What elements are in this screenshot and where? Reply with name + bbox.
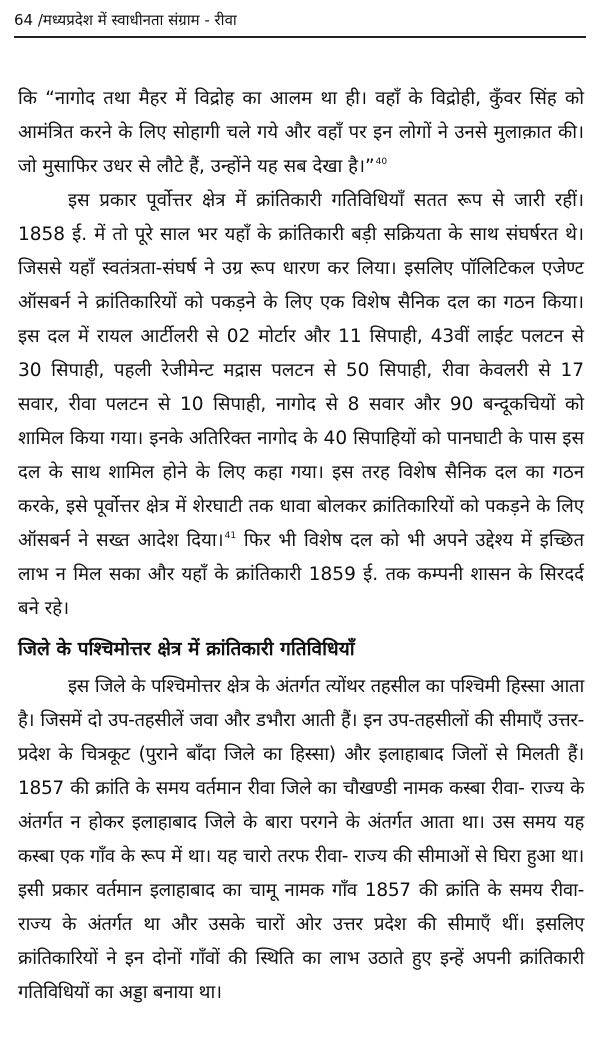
- footnote-ref-41: 41: [224, 531, 237, 541]
- page-number: 64: [14, 11, 34, 29]
- running-title: /मध्यप्रदेश में स्वाधीनता संग्राम - रीवा: [37, 11, 237, 29]
- northeast-activities-paragraph: [18, 184, 584, 626]
- northwest-activities-paragraph: इस जिले के पश्चिमोत्तर क्षेत्र के अंतर्गत त्योंथर तहसील का पश्चिमी हिस्सा आता है। जिसमें दो उप-तहसीलें जवा और डभौरा आती हैं। इन उप-तहसीलों की सीमाएँ उत्तर-प्रदेश के चित्रकूट (पुराने बाँदा जिले का हिस्सा) और इलाहाबाद जिलों से मिलती हैं। 1857 की क्रांति के समय वर्तमान रीवा जिले का चौखण्डी नामक कस्बा रीवा- राज्य के अंतर्गत न होकर इलाहाबाद जिले के बारा परगने के अंतर्गत आता था। उस समय यह कस्बा एक गाँव के रूप में था। यह चारो तरफ रीवा- राज्य की सीमाओं से घिरा हुआ था। इसी प्रकार वर्तमान इलाहाबाद का चामू नामक गाँव 1857 की क्रांति के समय रीवा- राज्य के अंतर्गत था और उसके चारों ओर उत्तर प्रदेश की सीमाएँ थीं। इसलिए क्रांतिकारियों ने इन दोनों गाँवों की स्थिति का लाभ उठाते हुए इन्हें अपनी क्रांतिकारी गतिविधियों का अड्डा बनाया था।: [18, 676, 584, 1003]
- running-header: [14, 10, 584, 30]
- section-heading: जिले के पश्चिमोत्तर क्षेत्र में क्रांतिकारी गतिविधियाँ: [18, 638, 355, 660]
- northeast-paragraph-continuation: फिर भी विशेष दल को भी अपने उद्देश्य में इच्छित लाभ न मिल सका और यहाँ के क्रांतिकारी 1859 ई. तक कम्पनी शासन के सिरदर्द बने रहे।: [18, 530, 585, 619]
- northeast-paragraph-text: इस प्रकार पूर्वोत्तर क्षेत्र में क्रांतिकारी गतिविधियाँ सतत रूप से जारी रहीं। 1858 ई. में तो पूरे साल भर यहाँ के क्रांतिकारी बड़ी सक्रियता के साथ संघर्षरत थे। जिससे यहाँ स्वतंत्रता-संघर्ष ने उग्र रूप धारण कर लिया। इसलिए पॉलिटिकल एजेण्ट ऑसबर्न ने क्रांतिकारियों को पकड़ने के लिए एक विशेष सैनिक दल का गठन किया। इस दल में रायल आर्टीलरी से 02 मोर्टार और 11 सिपाही, 43वीं लाईट पलटन से 30 सिपाही, पहली रेजीमेन्ट मद्रास पलटन से 50 सिपाही, रीवा केवलरी से 17 सवार, रीवा पलटन से 10 सिपाही, नागोद से 8 सवार और 90 बन्दूकचियों को शामिल किया गया। इनके अतिरिक्त नागोद के 40 सिपाहियों को पानघाटी के पास इस दल के साथ शामिल होने के लिए कहा गया। इस तरह विशेष सैनिक दल का गठन करके, इसे पूर्वोत्तर क्षेत्र में शेरघाटी तक धावा बोलकर क्रांतिकारियों को पकड़ने के लिए ऑसबर्न ने सख्त आदेश दिया।: [18, 190, 584, 551]
- header-rule: [14, 36, 586, 38]
- footnote-ref-40: 40: [375, 157, 388, 167]
- page-body: [18, 82, 584, 1010]
- quote-paragraph: [18, 82, 584, 184]
- quote-paragraph-text: कि “नागोद तथा मैहर में विद्रोह का आलम था ही। वहाँ के विद्रोही, कुँवर सिंह को आमंत्रित करने के लिए सोहागी चले गये और वहाँ पर इन लोगों ने उनसे मुलाक़ात की। जो मुसाफिर उधर से लौटे हैं, उन्होंने यह सब देखा है।”: [18, 88, 584, 177]
